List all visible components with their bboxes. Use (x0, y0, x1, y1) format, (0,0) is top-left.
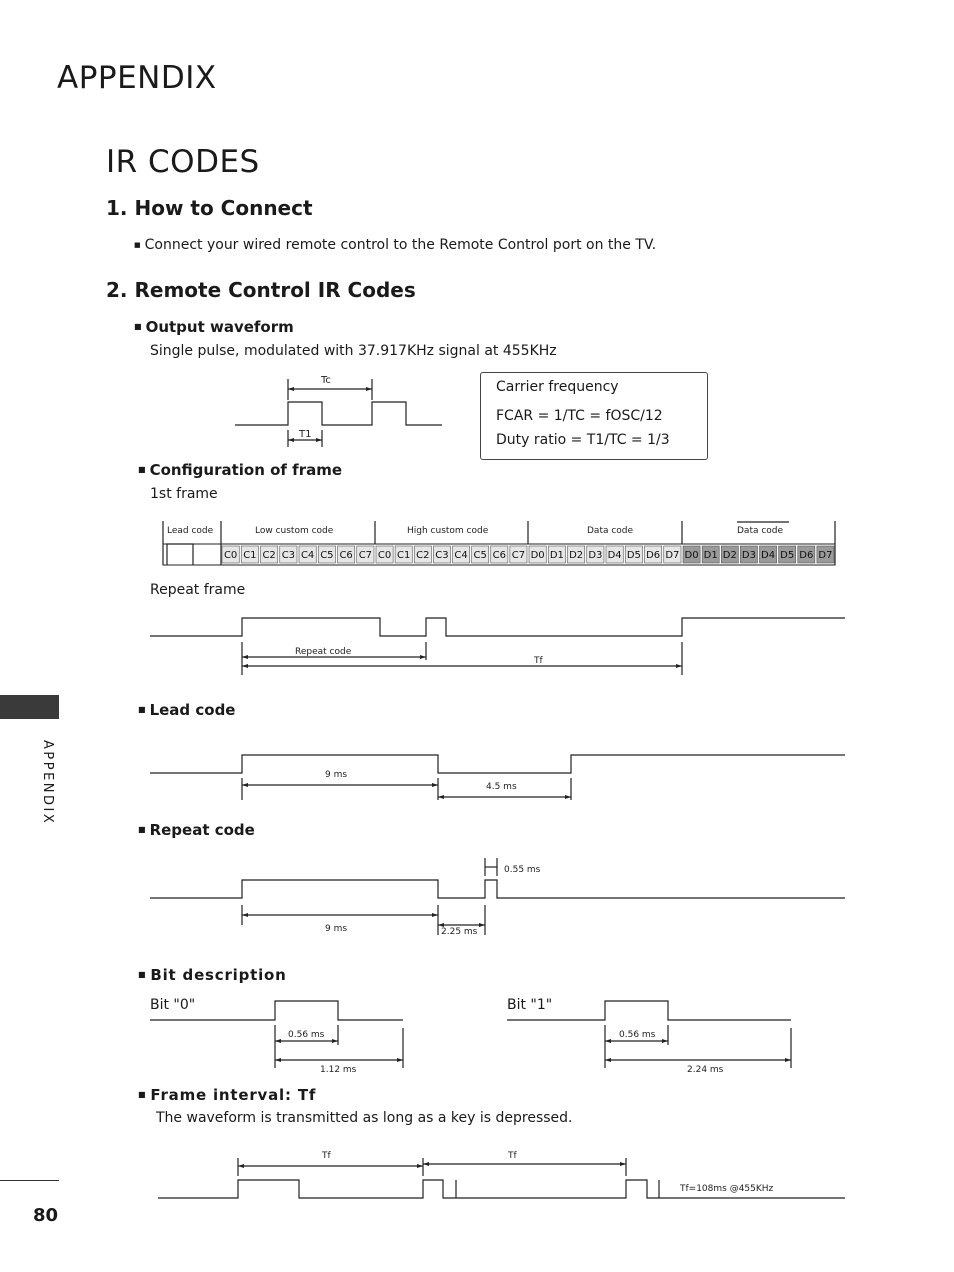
tf-note: Tf=108ms @455KHz (680, 1184, 774, 1194)
data-inverse-cell: D7 (818, 550, 833, 561)
frame-interval-desc: The waveform is transmitted as long as a key is depressed. (156, 1110, 573, 1126)
tf1-label: Tf (322, 1151, 331, 1161)
group-data-inverse: Data code (737, 526, 784, 536)
high-custom-cell: C3 (435, 550, 449, 561)
bit0-label: Bit "0" (150, 997, 196, 1013)
low-custom-cell: C2 (262, 550, 276, 561)
data-cell: D7 (665, 550, 680, 561)
low-custom-cell: C5 (320, 550, 334, 561)
first-frame-label: 1st frame (150, 486, 218, 502)
page-number: 80 (33, 1205, 59, 1226)
repeat-code-span-label: Repeat code (295, 647, 352, 657)
output-waveform-desc: Single pulse, modulated with 37.917KHz signal at 455KHz (150, 343, 557, 359)
bit-description-label: ■ Bit description (138, 966, 287, 984)
carrier-line2: FCAR = 1/TC = fOSC/12 (496, 408, 663, 424)
repeat-225ms-label: 2.25 ms (441, 927, 478, 937)
high-custom-cell: C5 (473, 550, 487, 561)
section-title: APPENDIX (57, 60, 217, 96)
page-rule (0, 1180, 59, 1181)
bit1-label: Bit "1" (507, 997, 553, 1013)
data-inverse-cell: D2 (722, 550, 737, 561)
group-lead: Lead code (167, 526, 214, 536)
data-cell: D6 (646, 550, 661, 561)
group-low-custom: Low custom code (255, 526, 334, 536)
side-tab (0, 695, 59, 719)
lead-code-label: ■ Lead code (138, 701, 235, 719)
repeat-frame-label: Repeat frame (150, 582, 246, 598)
low-custom-cell: C4 (300, 550, 315, 561)
low-custom-cell: C6 (339, 550, 353, 561)
lead-9ms-label: 9 ms (325, 770, 348, 780)
repeat-code-label: ■ Repeat code (138, 821, 255, 839)
high-custom-cell: C4 (454, 550, 468, 561)
frame-cells (222, 546, 834, 563)
data-cell: D0 (530, 550, 545, 561)
high-custom-cell: C6 (492, 550, 506, 561)
carrier-frequency-box (480, 372, 708, 460)
tf2-label: Tf (508, 1151, 517, 1161)
high-custom-cell: C1 (397, 550, 411, 561)
data-cell: D5 (626, 550, 641, 561)
bit0-total-label: 1.12 ms (320, 1065, 357, 1075)
data-inverse-cell: D0 (684, 550, 699, 561)
repeat-9ms-label: 9 ms (325, 924, 348, 934)
side-label: APPENDIX (40, 740, 55, 826)
data-inverse-cell: D6 (799, 550, 814, 561)
bit0-high-label: 0.56 ms (288, 1030, 325, 1040)
data-inverse-cell: D4 (761, 550, 776, 561)
data-inverse-cell: D5 (780, 550, 795, 561)
data-inverse-cell: D3 (741, 550, 756, 561)
lead-45ms-label: 4.5 ms (486, 782, 517, 792)
data-inverse-cell: D1 (703, 550, 718, 561)
high-custom-cell: C2 (416, 550, 430, 561)
how-to-connect-bullet: ■ Connect your wired remote control to the Remote Control port on the TV. (134, 237, 656, 253)
carrier-waveform (235, 402, 442, 425)
output-waveform-label: ■ Output waveform (134, 318, 294, 336)
page-title: IR CODES (106, 144, 260, 180)
group-data: Data code (587, 526, 634, 536)
bit1-total-label: 2.24 ms (687, 1065, 724, 1075)
frame-interval-label: ■ Frame interval: Tf (138, 1086, 316, 1104)
repeat-055ms-label: 0.55 ms (504, 865, 541, 875)
high-custom-cell: C0 (377, 550, 392, 561)
bit1-high-label: 0.56 ms (619, 1030, 656, 1040)
low-custom-cell: C3 (281, 550, 296, 561)
configuration-label: ■ Configuration of frame (138, 461, 342, 479)
carrier-line1: Carrier frequency (496, 379, 619, 395)
remote-codes-heading: 2. Remote Control IR Codes (106, 278, 416, 302)
low-custom-cell: C0 (223, 550, 238, 561)
t1-label: T1 (299, 429, 312, 440)
group-high-custom: High custom code (407, 526, 489, 536)
tc-label: Tc (321, 375, 331, 386)
low-custom-cell: C1 (243, 550, 257, 561)
data-cell: D1 (549, 550, 564, 561)
data-cell: D4 (607, 550, 622, 561)
tf-span-label: Tf (534, 656, 543, 666)
data-cell: D2 (569, 550, 584, 561)
how-to-connect-heading: 1. How to Connect (106, 196, 313, 220)
low-custom-cell: C7 (358, 550, 373, 561)
carrier-line3: Duty ratio = T1/TC = 1/3 (496, 432, 670, 448)
data-cell: D3 (588, 550, 603, 561)
high-custom-cell: C7 (511, 550, 526, 561)
